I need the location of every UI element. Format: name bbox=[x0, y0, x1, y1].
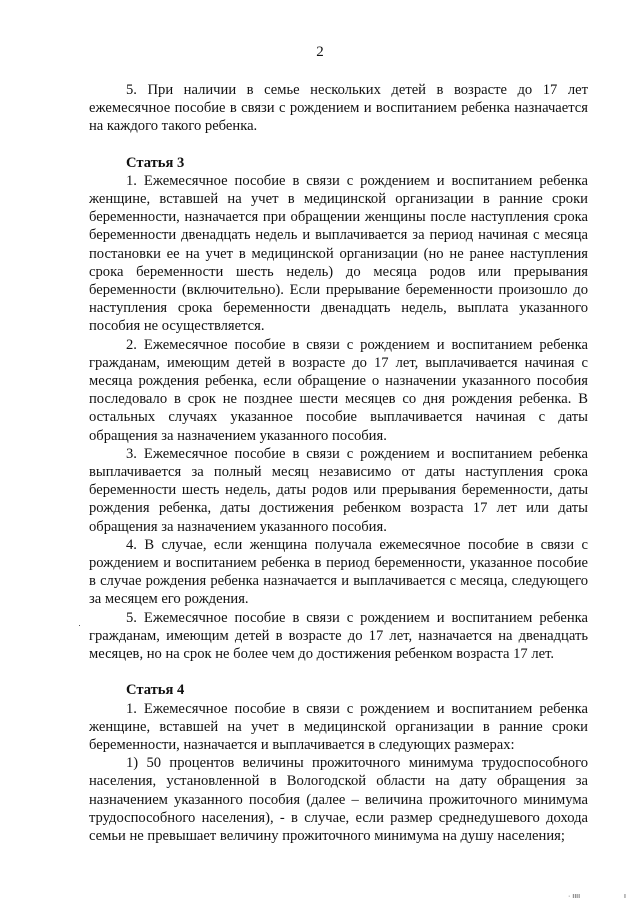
page-number: 2 bbox=[316, 44, 324, 60]
spacer bbox=[89, 136, 588, 154]
document-body bbox=[89, 81, 588, 845]
article-4-heading: Статья 4 bbox=[126, 682, 185, 699]
paragraph: 5. При наличии в семье нескольких детей в возрасте до 17 лет ежемесячное пособие в связи с рождением и воспитанием ребенка назначается на каждого такого ребенка. bbox=[89, 82, 588, 135]
article-3-paragraph-5: 5. Ежемесячное пособие в связи с рождением и воспитанием ребенка гражданам, имеющим детей в возрасте до 17 лет, назначается на двенадцать месяцев, но на срок не более чем до достижения ребенком возраста 17 лет. bbox=[89, 609, 588, 663]
article-3-paragraph-3: 3. Ежемесячное пособие в связи с рождением и воспитанием ребенка выплачивается за полный месяц независимо от даты наступления срока беременности шесть недель, даты родов или прерывания беременности, даты рождения ребенка, даты достижения ребенком возраста 17 лет или даты обращения за назначением указанного пособия. bbox=[89, 445, 588, 535]
scan-artifact: ı bbox=[624, 893, 626, 900]
spacer bbox=[89, 663, 588, 681]
article-4-paragraph-1: 1. Ежемесячное пособие в связи с рождением и воспитанием ребенка женщине, вставшей на учет в медицинской организации в ранние сроки беременности, назначается и выплачивается в следующих размерах: bbox=[89, 700, 588, 753]
article-3-paragraph-1: 1. Ежемесячное пособие в связи с рождением и воспитанием ребенка женщине, вставшей на учет в медицинской организации в ранние сроки беременности, назначается при обращении женщины после наступления срока беременности двенадцать недель и выплачивается за период начиная с месяца постановки ее на учет в медицинской организации (но не ранее наступления срока беременности шесть недель) до месяца родов или прерывания беременности (включительно). Если прерывание беременности произошло до наступления срока беременности двенадцать недель, выплата указанного пособия не осуществляется. bbox=[89, 172, 588, 335]
article-4-item-1: 1) 50 процентов величины прожиточного минимума трудоспособного населения, установленной в Вологодской области на дату обращения за назначением указанного пособия (далее – величина прожиточного минимума трудоспособного населения), - в случае, если размер среднедушевого дохода семьи не превышает величину прожиточного минимума на душу населения; bbox=[89, 755, 588, 844]
scan-artifact: · ıııı bbox=[568, 893, 581, 900]
article-3-heading: Статья 3 bbox=[126, 154, 185, 171]
scan-artifact: · bbox=[78, 620, 81, 630]
article-3-paragraph-2: 2. Ежемесячное пособие в связи с рождением и воспитанием ребенка гражданам, имеющим детей в возрасте до 17 лет, выплачивается начиная с месяца рождения ребенка, если обращение о назначении указанного пособия последовало в срок не позднее шести месяцев со дня рождения ребенка. В остальных случаях указанное пособие выплачивается начиная с даты обращения за назначением указанного пособия. bbox=[89, 336, 588, 444]
article-3-paragraph-4: 4. В случае, если женщина получала ежемесячное пособие в связи с рождением и воспитанием ребенка в период беременности, указанное пособие в случае рождения ребенка назначается и выплачивается с месяца, следующего за месяцем его рождения. bbox=[89, 536, 588, 608]
